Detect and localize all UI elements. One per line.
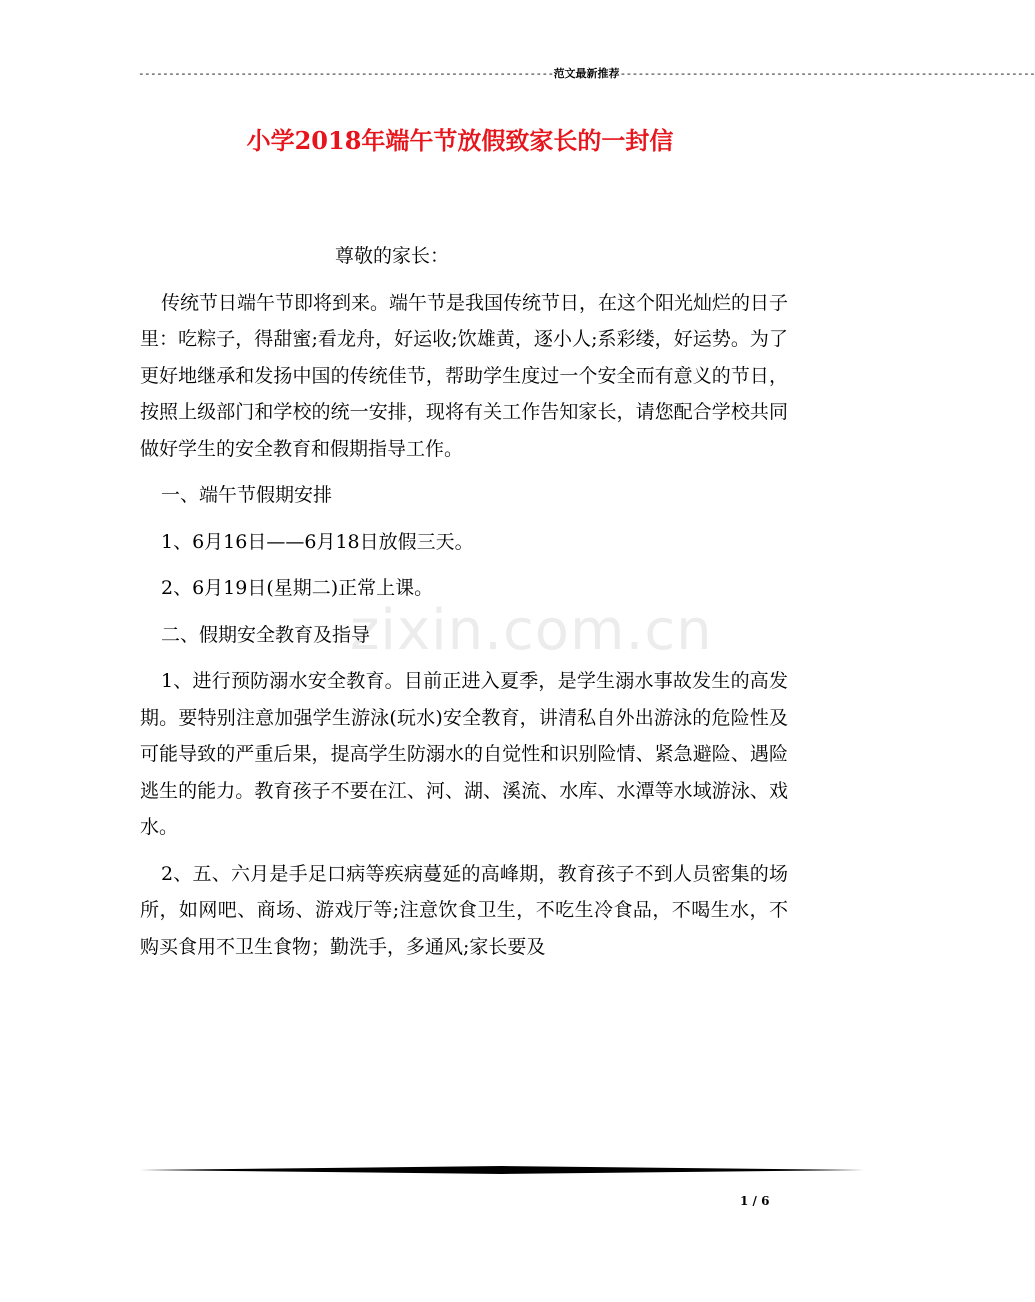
page-number: 1 / 6 — [740, 1194, 770, 1208]
header-dashes-right: --------------------------------------------------------------------- — [619, 67, 1035, 80]
header-label: 范文最新推荐 — [553, 67, 620, 80]
section-heading-1: 一、端午节假期安排 — [161, 484, 333, 506]
list-item: 1、6月16日——6月18日放假三天。 — [161, 530, 474, 553]
salutation: 尊敬的家长： — [335, 245, 450, 267]
document-body — [140, 238, 788, 975]
header-dashes-left: --------------------------------------------------------------------- — [138, 67, 554, 80]
paragraph-intro: 传统节日端午节即将到来。端午节是我国传统节日，在这个阳光灿烂的日子里：吃粽子，得甜蜜;看龙舟，好运收;饮雄黄，逐小人;系彩缕，好运势。为了更好地继承和发扬中国的传统佳节，帮助学生度过一个安全而有意义的节日，按照上级部门和学校的统一安排，现将有关工作告知家长，请您配合学校共同做好学生的安全教育和假期指导工作。 — [140, 291, 789, 460]
paragraph-drowning: 1、进行预防溺水安全教育。目前正进入夏季，是学生溺水事故发生的高发期。要特别注意加强学生游泳(玩水)安全教育，讲清私自外出游泳的危险性及可能导致的严重后果，提高学生防溺水的自觉性和识别险情、紧急避险、遇险逃生的能力。教育孩子不要在江、河、湖、溪流、水库、水潭等水域游泳、戏水。 — [140, 670, 788, 838]
list-item: 2、6月19日(星期二)正常上课。 — [161, 577, 434, 599]
document-title: 小学2018年端午节放假致家长的一封信 — [246, 126, 674, 155]
footer-rule — [140, 1166, 864, 1174]
section-heading-2: 二、假期安全教育及指导 — [161, 623, 371, 646]
watermark: zixin.com.cn — [350, 598, 713, 663]
page-header — [138, 66, 1035, 82]
paragraph-disease: 2、五、六月是手足口病等疾病蔓延的高峰期，教育孩子不到人员密集的场所，如网吧、商场、游戏厅等;注意饮食卫生，不吃生冷食品，不喝生水，不购买食用不卫生食物；勤洗手，多通风;家长要及 — [140, 862, 788, 958]
